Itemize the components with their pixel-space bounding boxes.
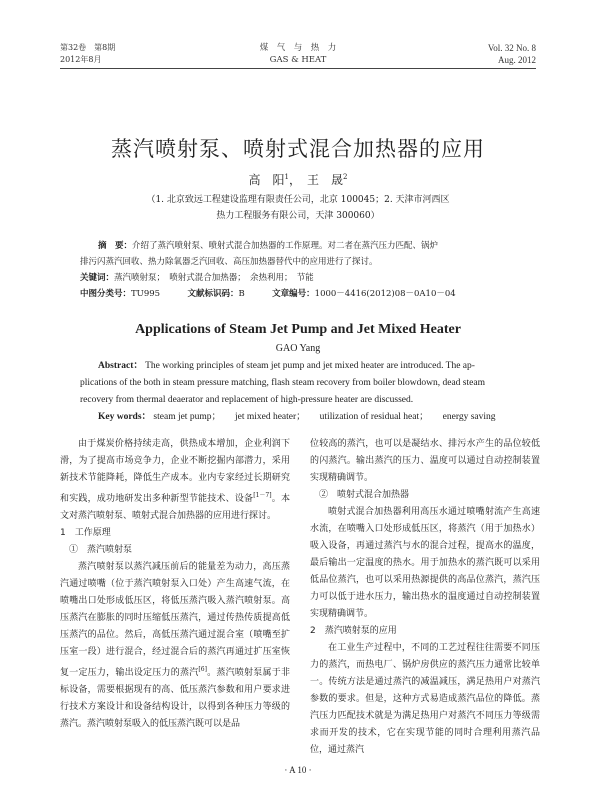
cn-keywords: 蒸汽喷射泵； 喷射式混合加热器； 余热利用； 节能 — [114, 273, 314, 283]
body-paragraph — [60, 559, 290, 733]
doc-code-label: 文献标识码： — [187, 289, 239, 299]
author-separator: ， — [288, 173, 307, 187]
volume-issue-en: Vol. 32 No. 8 — [487, 43, 536, 53]
journal-name-en: GAS & HEAT — [269, 55, 327, 65]
citation: [1－7] — [253, 492, 272, 499]
subsection-heading-2: ② 喷射式混合加热器 — [319, 490, 410, 500]
journal-volume-header-en — [488, 42, 536, 66]
english-abstract-line-1: The working principles of steam jet pump and jet mixed heater are introduced. The ap- — [145, 361, 475, 371]
journal-name-cn: 煤 气 与 热 力 — [259, 43, 337, 53]
article-number-label: 文章编号： — [272, 289, 315, 299]
english-keyword: utilization of residual heat； — [319, 412, 429, 422]
page-number: · A 10 · — [284, 765, 312, 775]
paper-title: 蒸汽喷射泵、喷射式混合加热器的应用 — [111, 137, 485, 161]
section-heading-2: 2 蒸汽喷射泵的应用 — [310, 626, 397, 636]
cn-abstract-label: 摘 要： — [98, 241, 133, 251]
english-keyword: jet mixed heater； — [234, 412, 306, 422]
affiliation — [90, 192, 506, 224]
cn-abstract — [80, 238, 536, 302]
issue-date-en: Aug. 2012 — [498, 55, 536, 65]
clc-number: TU995 — [131, 289, 161, 299]
issue-date: 2012年8月 — [60, 55, 102, 64]
cn-abstract-text-2: 排污闪蒸汽回收、热力除氧器乏汽回收、高压加热器替代中的应用进行了探讨。 — [80, 257, 378, 267]
english-abstract-line-3: recovery from thermal deaerator and replacement of high-pressure heater are discussed. — [80, 395, 414, 405]
intro-text-cont: 。本文对蒸汽喷射泵、喷射式混合加热器的应用进行探讨。 — [60, 494, 290, 521]
intro-paragraph — [60, 436, 290, 525]
english-keyword: steam jet pump； — [153, 412, 221, 422]
body-paragraph-cont: 位较高的蒸汽，也可以是凝结水、排污水产生的品位较低的闪蒸汽。输出蒸汽的压力、温度可以通过自动控制装置实现精确调节。 — [310, 439, 540, 483]
header-rule — [60, 68, 536, 69]
doc-code: B — [238, 289, 245, 299]
volume-issue: 第32卷 第8期 — [60, 43, 116, 52]
affiliation-line-1: （1. 北京致远工程建设监理有限责任公司，北京 100045；2. 天津市河西区 — [146, 195, 450, 205]
english-keywords-label: Key words： — [98, 412, 152, 422]
body-paragraph: 喷射式混合加热器利用高压水通过喷嘴射流产生高速水流，在喷嘴入口处形成低压区，将蒸汽（用于加热水）吸入设备，再通过蒸汽与水的混合过程，提高水的温度，最后输出一定温度的热水。用于加热水的蒸汽既可以采用低品位蒸汽，也可以采用热源提供的高品位蒸汽，蒸汽压力可以低于进水压力，输出热水的温度通过自动控制装置实现精确调节。 — [310, 507, 540, 619]
intro-text: 由于煤炭价格持续走高，供热成本增加，企业利润下滑，为了提高市场竞争力，企业不断挖掘内部潜力，采用新技术节能降耗，降低生产成本。业内专家经过长期研究和实践，成功地研发出多种新型节能技术、设备 — [60, 439, 290, 504]
english-abstract-line-2: plications of the both in steam pressure matching, flash steam recovery from boiler blowdown, dead steam — [80, 378, 485, 388]
section-heading-1: 1 工作原理 — [60, 528, 111, 538]
english-keyword: energy saving — [442, 412, 496, 422]
subsection-heading-1: ① 蒸汽喷射泵 — [69, 545, 133, 555]
body-column-left — [60, 436, 290, 733]
author-1-affiliation-mark: 1 — [284, 173, 289, 181]
author-2: 王 晟 — [307, 173, 344, 187]
clc-label: 中图分类号： — [80, 289, 132, 299]
cn-abstract-text-1: 介绍了蒸汽喷射泵、喷射式混合加热器的工作原理。对二者在蒸汽压力匹配、锅炉 — [132, 241, 439, 251]
citation: [6] — [198, 666, 207, 673]
body-text: 蒸汽喷射泵以蒸汽减压前后的能量差为动力，高压蒸汽通过喷嘴（位于蒸汽喷射泵入口处）产生高速气流，在喷嘴出口处形成低压区，将低压蒸汽吸入蒸汽喷射泵。高压蒸汽在膨胀的同时压缩低压蒸汽，通过传热传质提高低压蒸汽的品位。然后，高低压蒸汽通过混合室（喷嘴至扩压室一段）进行混合，经过混合后的蒸汽再通过扩压室恢复一定压力，输出设定压力的蒸汽 — [60, 562, 290, 678]
english-author: GAO Yang — [275, 343, 321, 354]
english-abstract-label: Abstract： — [98, 361, 143, 371]
body-text-cont: 。蒸汽喷射泵属于非标设备，需要根据现有的高、低压蒸汽参数和用户要求进行技术方案设计和设备结构设计，以得到各种压力等级的蒸汽。蒸汽喷射泵吸入的低压蒸汽既可以是品 — [60, 668, 290, 729]
author-2-affiliation-mark: 2 — [343, 173, 348, 181]
author-1: 高 阳 — [248, 173, 285, 187]
english-abstract — [80, 358, 536, 426]
body-paragraph: 在工业生产过程中，不同的工艺过程往往需要不同压力的蒸汽，而热电厂、锅炉房供应的蒸汽压力通常比较单一。传统方法是通过蒸汽的减温减压，满足热用户对蒸汽参数的要求。但是，这种方式易造成蒸汽品位的降低。蒸汽压力匹配技术就是为满足热用户对蒸汽不同压力等级需求而开发的技术，它在实现节能的同时合理利用蒸汽品位，通过蒸汽 — [310, 643, 540, 755]
english-title: Applications of Steam Jet Pump and Jet Mixed Heater — [135, 322, 461, 337]
author-line — [0, 171, 596, 188]
cn-keywords-label: 关键词： — [80, 273, 115, 283]
affiliation-line-2: 热力工程服务有限公司，天津 300060） — [216, 211, 380, 221]
article-number: 1000－4416(2012)08－0A10－04 — [314, 289, 456, 299]
body-column-right — [310, 436, 540, 759]
